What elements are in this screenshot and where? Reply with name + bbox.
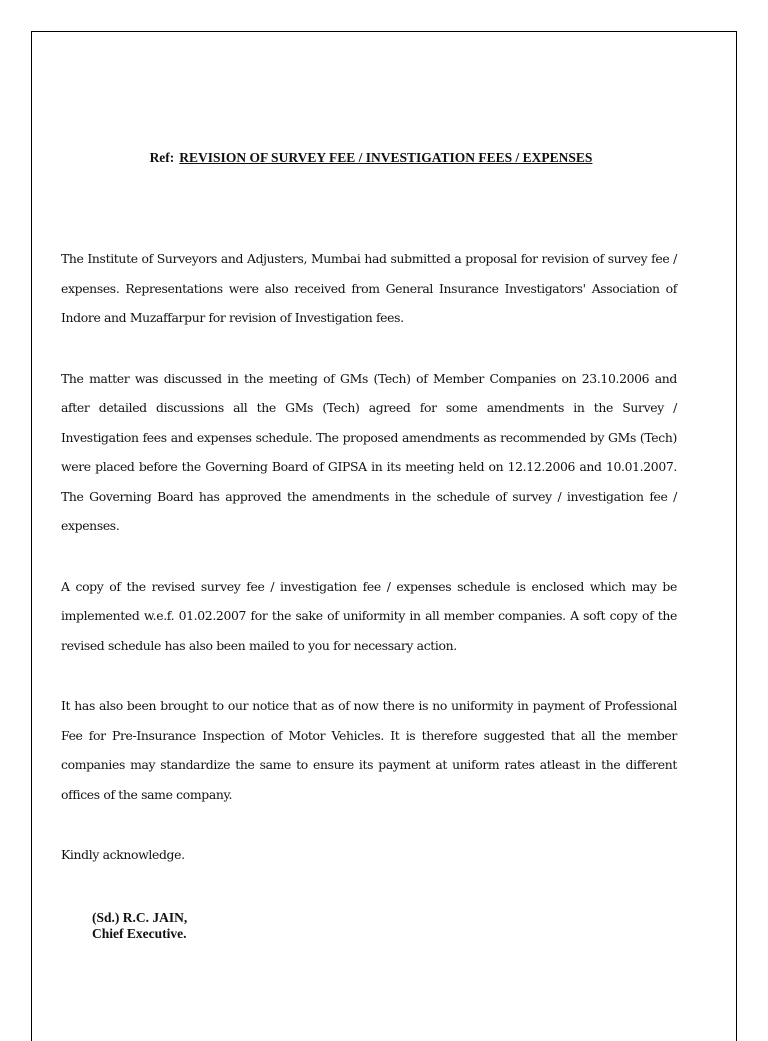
signatory-name: (Sd.) R.C. JAIN, bbox=[92, 910, 188, 925]
paragraph-2: The matter was discussed in the meeting of GMs (Tech) of Member Companies on 23.10.2006 and after detailed discussions all the GMs (Tech) agreed for some amendments in the Survey / Investigation fees and expenses schedule. The proposed amendments as recommended by GMs (Tech) were placed before the Governing Board of GIPSA in its meeting held on 12.12.2006 and 10.01.2007. The Governing Board has approved the amendments in the schedule of survey / investigation fee / expenses. bbox=[61, 370, 677, 533]
ref-subject: REVISION OF SURVEY FEE / INVESTIGATION FEES / EXPENSES bbox=[179, 150, 593, 165]
paragraph-3: A copy of the revised survey fee / investigation fee / expenses schedule is enclosed which may be implemented w.e.f. 01.02.2007 for the sake of uniformity in all member companies. A soft copy of the revised schedule has also been mailed to you for necessary action. bbox=[61, 578, 677, 653]
signature-block bbox=[92, 910, 187, 942]
closing-line: Kindly acknowledge. bbox=[61, 847, 185, 862]
ref-label: Ref: bbox=[149, 150, 175, 165]
letter-body bbox=[61, 148, 677, 870]
paragraph-4: It has also been brought to our notice that as of now there is no uniformity in payment of Professional Fee for Pre-Insurance Inspection of Motor Vehicles. It is therefore suggested that all the member companies may standardize the same to ensure its payment at uniform rates atleast in the different offices of the same company. bbox=[61, 698, 677, 802]
signatory-title: Chief Executive. bbox=[92, 926, 187, 941]
paragraph-1: The Institute of Surveyors and Adjusters, Mumbai had submitted a proposal for revision of survey fee / expenses. Representations were also received from General Insurance Investigators' Association of Indore and Muzaffarpur for revision of Investigation fees. bbox=[61, 251, 677, 325]
reference-line bbox=[65, 148, 677, 168]
